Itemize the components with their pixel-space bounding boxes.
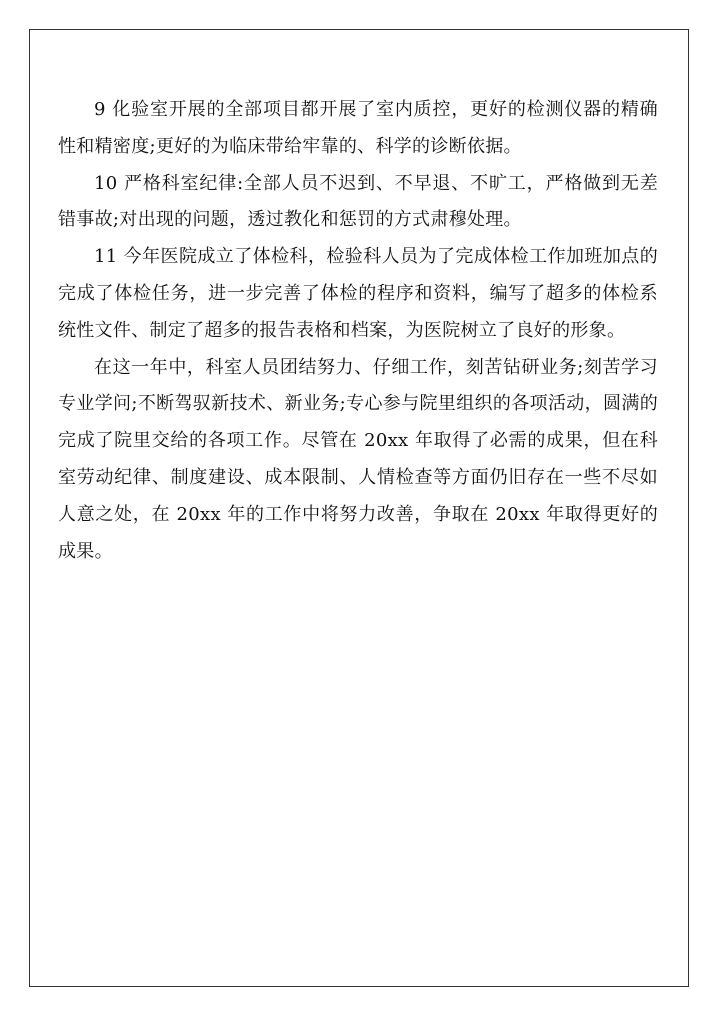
paragraph-item-11: 11 今年医院成立了体检科，检验科人员为了完成体检工作加班加点的完成了体检任务，进一步完善了体检的程序和资料，编写了超多的体检系统性文件、制定了超多的报告表格和档案，为医院树立了良好的形象。 xyxy=(58,246,658,341)
paragraph-item-10: 10 严格科室纪律:全部人员不迟到、不早退、不旷工，严格做到无差错事故;对出现的问题，透过教化和惩罚的方式肃穆处理。 xyxy=(58,172,658,231)
paragraph-summary: 在这一年中，科室人员团结努力、仔细工作，刻苦钻研业务;刻苦学习专业学问;不断驾驭新技术、新业务;专心参与院里组织的各项活动，圆满的完成了院里交给的各项工作。尽管在 20xx 年取得了必需的成果，但在科室劳动纪律、制度建设、成本限制、人情检查等方面仍旧存在一些不尽如人意之处，在 20xx 年的工作中将努力改善，争取在 20xx 年取得更好的成果。 xyxy=(58,356,658,562)
paragraph-item-9: 9 化验室开展的全部项目都开展了室内质控，更好的检测仪器的精确性和精密度;更好的为临床带给牢靠的、科学的诊断依据。 xyxy=(58,99,658,157)
document-body xyxy=(58,92,658,570)
